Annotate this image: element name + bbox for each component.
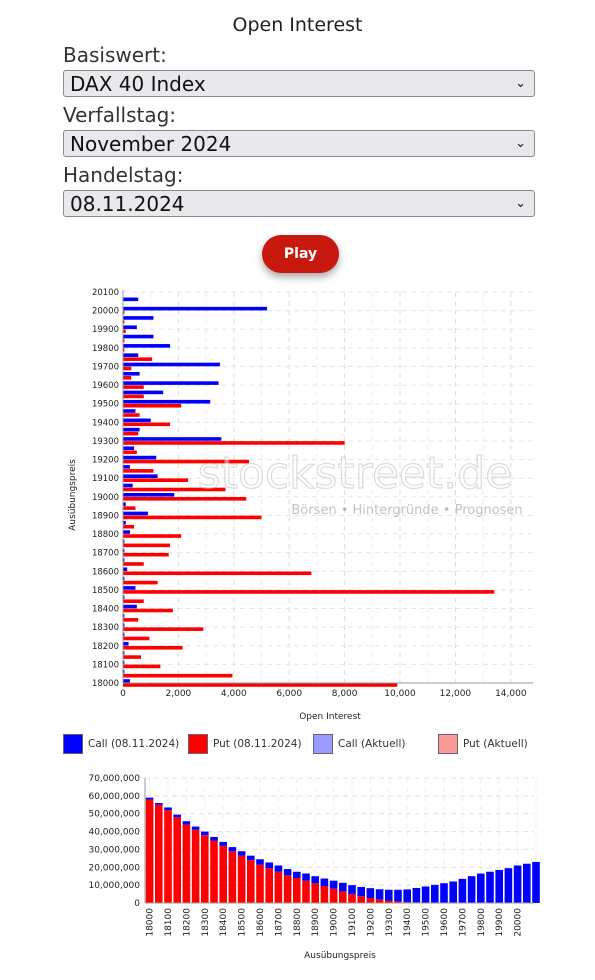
call-bar[interactable] [146, 798, 154, 800]
put-bar[interactable] [123, 618, 138, 622]
call-bar[interactable] [293, 872, 301, 878]
y-tick-label: 18400 [91, 604, 119, 615]
x-tick-label: 6,000 [276, 689, 303, 699]
put-bar[interactable] [123, 395, 144, 399]
x-tick-label: 19300 [384, 908, 395, 937]
play-button[interactable]: Play [262, 235, 339, 273]
put-bar[interactable] [123, 534, 181, 538]
put-bar[interactable] [357, 896, 365, 903]
call-bar[interactable] [123, 679, 130, 683]
x-tick-label: 19400 [403, 908, 414, 937]
put-bar[interactable] [123, 423, 170, 427]
x-tick-label: 12,000 [439, 689, 472, 699]
put-bar[interactable] [293, 878, 301, 903]
put-bar[interactable] [123, 357, 152, 361]
call-bar[interactable] [123, 567, 127, 571]
call-bar[interactable] [302, 874, 310, 881]
call-bar[interactable] [123, 428, 140, 432]
call-bar[interactable] [123, 586, 135, 590]
legend-label: Call (Aktuell) [338, 738, 406, 750]
put-bar[interactable] [123, 413, 140, 417]
put-bar[interactable] [348, 894, 356, 903]
x-tick-label: 19500 [421, 908, 432, 937]
call-bar[interactable] [123, 409, 135, 413]
x-tick-label: 18700 [274, 908, 285, 937]
put-bar[interactable] [123, 367, 131, 371]
put-bar[interactable] [275, 872, 283, 903]
call-bar[interactable] [229, 847, 237, 851]
y-tick-label: 19500 [91, 399, 119, 410]
call-bar[interactable] [413, 888, 421, 902]
x-tick-label: 0 [120, 689, 126, 699]
x-axis-title: Open Interest [299, 712, 361, 722]
put-bar[interactable] [247, 860, 255, 903]
call-bar[interactable] [422, 886, 430, 902]
put-bar[interactable] [210, 841, 218, 904]
put-bar[interactable] [123, 376, 131, 380]
chevron-down-icon: ⌄ [515, 196, 526, 211]
put-bar[interactable] [330, 889, 338, 903]
legend-label: Put (08.11.2024) [213, 738, 302, 750]
y-tick-label: 19100 [91, 474, 119, 485]
call-bar[interactable] [495, 870, 503, 903]
put-bar[interactable] [238, 856, 246, 903]
put-bar[interactable] [123, 646, 183, 650]
put-bar[interactable] [123, 506, 135, 510]
y-tick-label: 18000 [91, 679, 119, 689]
call-bar[interactable] [123, 307, 267, 311]
y-tick-label: 18200 [91, 641, 119, 652]
page-title: Open Interest [232, 14, 363, 36]
x-tick-label: 10,000 [384, 689, 416, 699]
call-bar[interactable] [247, 856, 255, 860]
y-axis-title: Ausübungspreis [68, 459, 78, 531]
x-tick-label: 19600 [440, 908, 450, 937]
call-bar[interactable] [275, 866, 283, 872]
put-bar[interactable] [123, 478, 188, 482]
verfallstag-label: Verfallstag: [63, 103, 177, 127]
y-tick-label: 19000 [91, 492, 119, 503]
x-tick-label: 14,000 [495, 689, 527, 699]
y-tick-label: 60,000,000 [88, 791, 140, 802]
y-tick-label: 19700 [91, 362, 119, 373]
y-tick-label: 40,000,000 [88, 827, 140, 838]
call-bar[interactable] [123, 446, 134, 450]
x-tick-label: 19000 [329, 908, 340, 937]
put-bar[interactable] [123, 581, 158, 585]
y-tick-label: 70,000,000 [88, 774, 140, 784]
call-bar[interactable] [339, 883, 347, 892]
put-bar[interactable] [123, 385, 144, 389]
call-bar[interactable] [514, 866, 522, 904]
call-bar[interactable] [367, 888, 375, 898]
call-bar[interactable] [265, 862, 273, 868]
put-bar[interactable] [229, 851, 237, 903]
put-bar[interactable] [123, 665, 160, 669]
call-bar[interactable] [123, 605, 137, 609]
call-bar[interactable] [311, 876, 319, 883]
put-bar[interactable] [123, 404, 181, 408]
call-bar[interactable] [123, 419, 151, 423]
put-bar[interactable] [123, 544, 170, 548]
y-tick-label: 20100 [91, 288, 119, 298]
call-bar[interactable] [123, 316, 153, 320]
call-bar[interactable] [123, 372, 140, 376]
call-bar[interactable] [357, 887, 365, 896]
call-bar[interactable] [210, 837, 218, 841]
basiswert-select[interactable] [63, 70, 535, 97]
x-tick-label: 4,000 [220, 689, 247, 699]
call-bar[interactable] [238, 851, 246, 855]
call-bar[interactable] [192, 827, 200, 830]
legend-swatch [438, 734, 458, 754]
call-bar[interactable] [123, 493, 174, 497]
put-bar[interactable] [123, 637, 149, 641]
call-bar[interactable] [385, 890, 393, 901]
call-bar[interactable] [284, 869, 292, 875]
call-bar[interactable] [155, 803, 163, 805]
legend-swatch [63, 734, 83, 754]
put-bar[interactable] [123, 441, 345, 445]
x-tick-label: 19900 [495, 908, 506, 937]
put-bar[interactable] [123, 683, 397, 687]
y-tick-label: 0 [134, 899, 140, 909]
x-tick-label: 18400 [219, 908, 230, 937]
put-bar[interactable] [123, 655, 141, 659]
put-bar[interactable] [321, 886, 329, 903]
call-bar[interactable] [123, 474, 158, 478]
call-bar[interactable] [449, 881, 457, 902]
put-bar[interactable] [256, 865, 264, 903]
handelstag-select[interactable] [63, 190, 535, 217]
y-tick-label: 19200 [91, 455, 119, 466]
call-bar[interactable] [403, 889, 411, 902]
y-tick-label: 18700 [91, 548, 119, 559]
x-tick-label: 19200 [366, 908, 377, 937]
call-bar[interactable] [123, 437, 221, 441]
put-bar[interactable] [123, 553, 169, 557]
legend-label: Put (Aktuell) [463, 738, 528, 750]
put-bar[interactable] [311, 883, 319, 903]
x-tick-label: 19800 [476, 908, 487, 937]
x-tick-label: 18600 [256, 908, 266, 937]
call-bar[interactable] [256, 859, 264, 864]
call-bar[interactable] [348, 885, 356, 894]
x-tick-label: 18800 [292, 908, 303, 937]
call-bar[interactable] [123, 344, 170, 348]
put-bar[interactable] [376, 899, 384, 903]
put-bar[interactable] [339, 891, 347, 903]
put-bar[interactable] [123, 525, 134, 529]
call-bar[interactable] [123, 642, 129, 646]
call-bar[interactable] [440, 883, 448, 903]
y-tick-label: 18300 [91, 623, 119, 634]
y-tick-label: 20000 [91, 306, 119, 317]
put-bar[interactable] [146, 799, 154, 903]
call-bar[interactable] [173, 815, 181, 818]
call-bar[interactable] [123, 530, 130, 534]
call-bar[interactable] [123, 465, 130, 469]
x-tick-label: 19700 [458, 908, 469, 937]
x-tick-label: 20000 [513, 908, 524, 937]
handelstag-label: Handelstag: [63, 163, 184, 187]
call-bar[interactable] [123, 363, 220, 367]
call-bar[interactable] [532, 862, 540, 903]
call-bar[interactable] [477, 874, 485, 903]
call-bar[interactable] [123, 391, 163, 395]
legend-label: Call (08.11.2024) [88, 738, 180, 750]
y-tick-label: 19900 [91, 325, 119, 336]
call-bar[interactable] [523, 864, 531, 903]
put-bar[interactable] [173, 817, 181, 903]
call-bar[interactable] [201, 832, 209, 836]
call-bar[interactable] [123, 325, 137, 329]
call-bar[interactable] [123, 335, 153, 339]
call-bar[interactable] [123, 512, 148, 516]
call-bar[interactable] [505, 868, 513, 903]
put-bar[interactable] [284, 875, 292, 903]
x-tick-label: 18300 [200, 908, 211, 937]
y-tick-label: 18800 [91, 530, 119, 541]
y-tick-label: 19600 [91, 381, 119, 392]
call-bar[interactable] [321, 879, 329, 887]
y-tick-label: 30,000,000 [88, 845, 140, 856]
call-bar[interactable] [376, 889, 384, 899]
x-tick-label: 18100 [164, 908, 174, 937]
x-tick-label: 2,000 [165, 689, 192, 699]
basiswert-value: DAX 40 Index [70, 72, 206, 96]
x-tick-label: 18500 [237, 908, 248, 937]
put-bar[interactable] [164, 810, 172, 903]
put-bar[interactable] [201, 835, 209, 903]
watermark-brand: stockstreet.de [197, 448, 513, 499]
put-bar[interactable] [192, 830, 200, 903]
call-bar[interactable] [123, 400, 210, 404]
put-bar[interactable] [123, 469, 153, 473]
put-bar[interactable] [123, 562, 144, 566]
cumulative-bar-chart [0, 765, 595, 980]
put-bar[interactable] [302, 881, 310, 903]
x-tick-label: 18900 [311, 908, 322, 937]
chevron-down-icon: ⌄ [515, 136, 526, 151]
x-tick-label: 8,000 [331, 689, 358, 699]
y-tick-label: 19300 [91, 436, 119, 447]
call-bar[interactable] [459, 879, 467, 903]
call-bar[interactable] [123, 484, 133, 488]
put-bar[interactable] [183, 824, 191, 903]
call-bar[interactable] [219, 842, 227, 846]
call-bar[interactable] [123, 298, 138, 302]
chevron-down-icon: ⌄ [515, 76, 526, 91]
x-axis-title: Ausübungspreis [304, 951, 376, 961]
legend [0, 734, 595, 758]
call-bar[interactable] [123, 353, 138, 357]
verfallstag-select[interactable] [63, 130, 535, 157]
y-tick-label: 19400 [91, 418, 119, 429]
y-tick-label: 18100 [91, 660, 119, 671]
call-bar[interactable] [123, 381, 219, 385]
put-bar[interactable] [123, 590, 494, 594]
call-bar[interactable] [123, 456, 156, 460]
y-tick-label: 18600 [91, 567, 119, 578]
y-tick-label: 19800 [91, 343, 119, 354]
put-bar[interactable] [123, 432, 138, 436]
watermark-tagline: Börsen • Hintergründe • Prognosen [291, 503, 523, 518]
call-bar[interactable] [468, 876, 476, 903]
open-interest-bar-chart [0, 285, 595, 725]
put-bar[interactable] [219, 846, 227, 903]
put-bar[interactable] [123, 571, 311, 575]
x-tick-label: 18000 [145, 908, 156, 937]
put-bar[interactable] [123, 450, 137, 454]
put-bar[interactable] [265, 868, 273, 903]
call-bar[interactable] [394, 890, 402, 902]
put-bar[interactable] [155, 805, 163, 903]
handelstag-value: 08.11.2024 [70, 192, 185, 216]
put-bar[interactable] [367, 898, 375, 903]
put-bar[interactable] [123, 674, 232, 678]
put-bar[interactable] [123, 609, 173, 613]
call-bar[interactable] [486, 872, 494, 903]
call-bar[interactable] [431, 885, 439, 903]
y-tick-label: 20,000,000 [88, 863, 140, 874]
put-bar[interactable] [123, 516, 262, 520]
x-tick-label: 19100 [348, 908, 358, 937]
y-tick-label: 10,000,000 [88, 881, 140, 892]
call-bar[interactable] [183, 821, 191, 824]
legend-swatch [188, 734, 208, 754]
y-tick-label: 18500 [91, 585, 119, 596]
y-tick-label: 18900 [91, 511, 119, 522]
call-bar[interactable] [330, 881, 338, 889]
basiswert-label: Basiswert: [63, 43, 167, 67]
y-tick-label: 50,000,000 [88, 809, 140, 820]
watermark [198, 448, 523, 518]
legend-swatch [313, 734, 333, 754]
verfallstag-value: November 2024 [70, 132, 232, 156]
put-bar[interactable] [123, 599, 144, 603]
x-tick-label: 18200 [182, 908, 193, 937]
call-bar[interactable] [164, 807, 172, 810]
put-bar[interactable] [123, 627, 203, 631]
